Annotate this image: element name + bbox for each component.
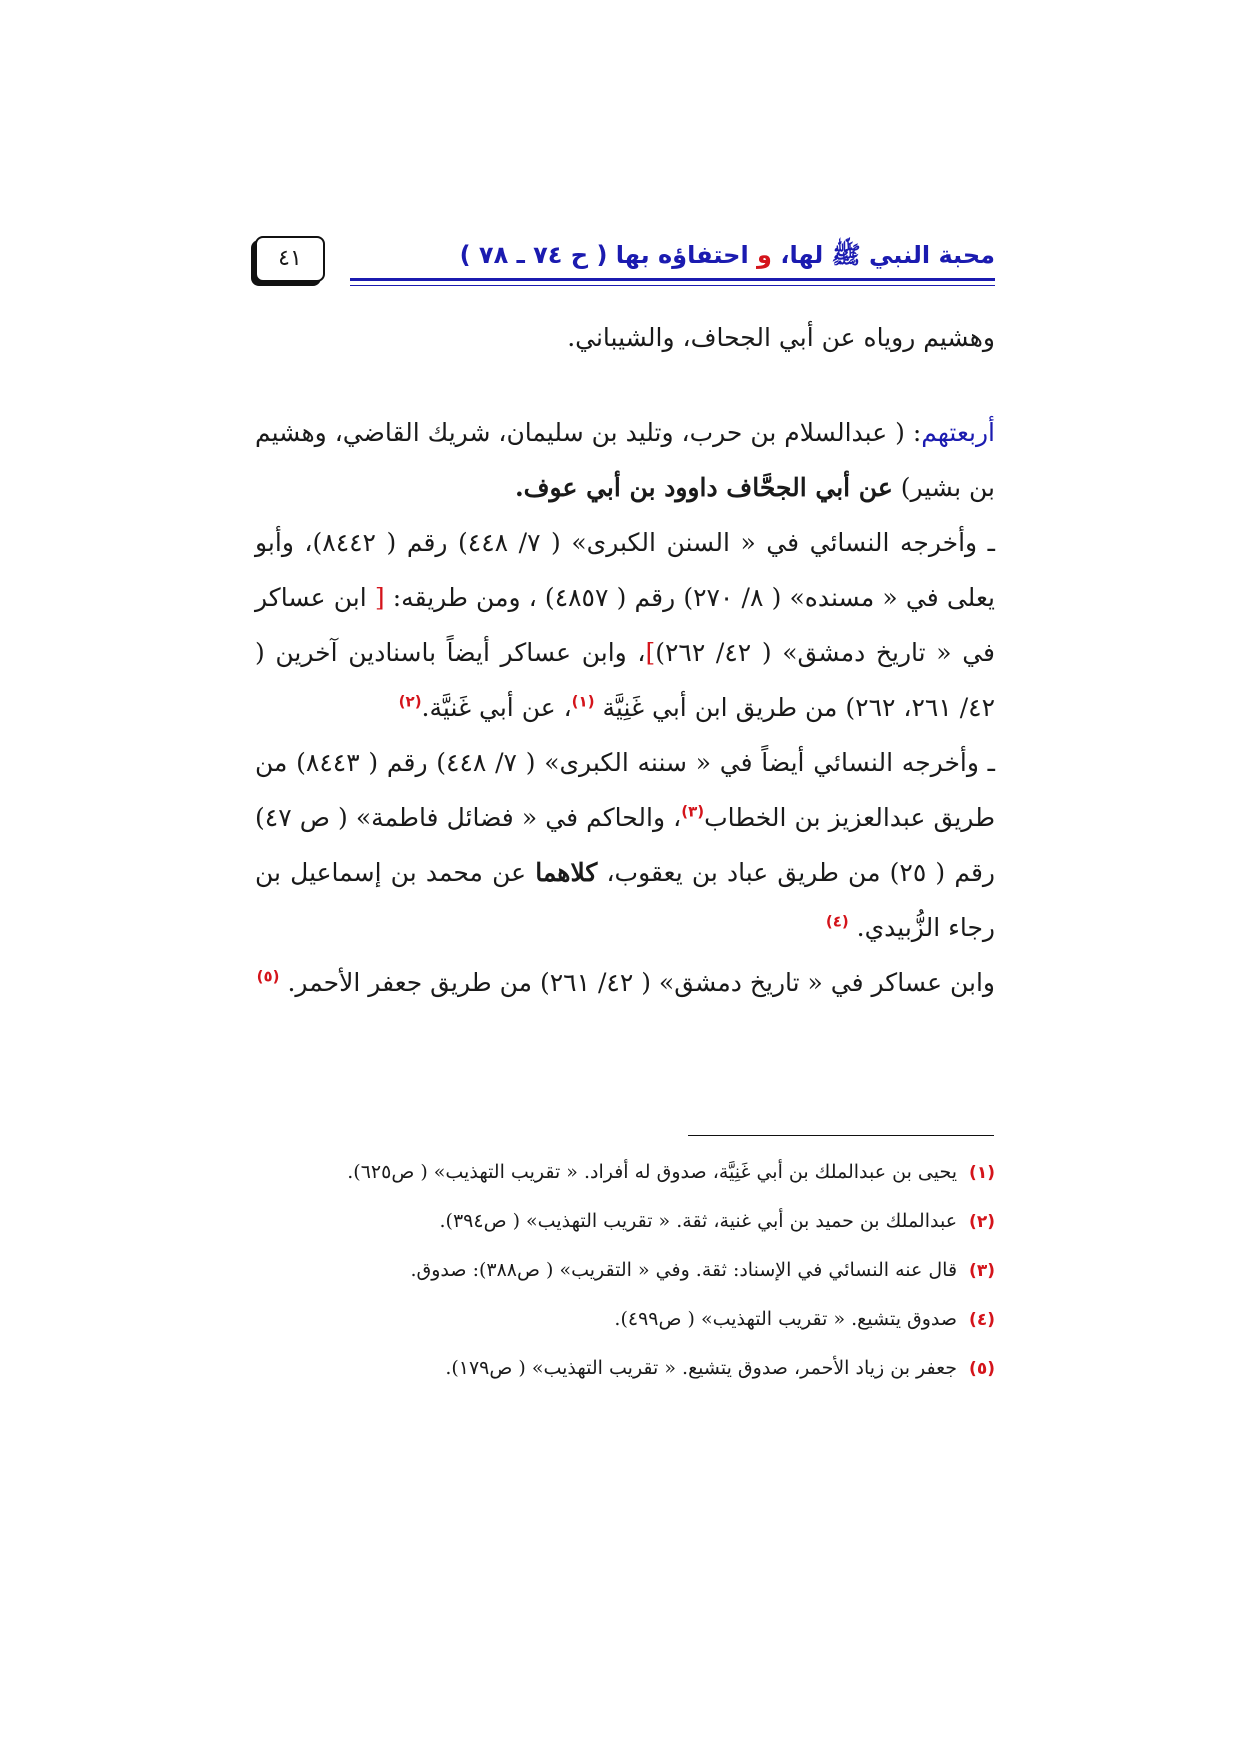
bracket-open: [ <box>374 583 385 612</box>
footnote-2 <box>255 1197 995 1246</box>
footnote-4 <box>255 1295 995 1344</box>
footnote-ref-3[interactable]: (٣) <box>681 802 705 821</box>
bracket-close: ] <box>645 638 656 667</box>
paragraph-5-a: وابن عساكر في « تاريخ دمشق» ( ٤٢/ ٢٦١) من طريق جعفر الأحمر. <box>279 968 995 997</box>
paragraph-3-d: ، عن أبي غَنيَّة. <box>421 693 572 722</box>
footnotes <box>255 1148 995 1393</box>
header-title-and: و <box>757 241 772 269</box>
page-number: ٤١ <box>255 236 325 282</box>
footnote-separator <box>688 1135 994 1136</box>
running-header <box>255 238 995 280</box>
paragraph-4 <box>255 735 995 955</box>
footnote-number: (٢) <box>969 1212 995 1232</box>
footnote-text: عبدالملك بن حميد بن أبي غنية، ثقة. « تقريب التهذيب» ( ص٣٩٤). <box>439 1210 958 1232</box>
paragraph-3-a: ـ وأخرجه النسائي في « السنن الكبرى» ( ٧/ ٤٤٨) رقم ( ٨٤٤٢)، وأبو يعلى في « مسنده» ( ٨/ ٢٧٠) رقم ( ٤٨٥٧) ، ومن طريقه: <box>255 528 995 612</box>
footnote-ref-1[interactable]: (١) <box>571 692 595 711</box>
footnote-5 <box>255 1344 995 1393</box>
footnote-number: (٤) <box>969 1310 995 1330</box>
footnote-number: (١) <box>969 1163 995 1183</box>
footnote-ref-2[interactable]: (٢) <box>398 692 422 711</box>
footnote-text: جعفر بن زياد الأحمر، صدوق يتشيع. « تقريب التهذيب» ( ص١٧٩). <box>445 1357 958 1379</box>
header-rule <box>350 278 995 281</box>
paragraph-3-c: ، وابن عساكر أيضاً باسنادين آخرين ( ٤٢/ ٢٦١، ٢٦٢) من طريق ابن أبي غَنِيَّة <box>255 638 995 722</box>
footnote-ref-4[interactable]: (٤) <box>825 912 849 931</box>
paragraph-5 <box>255 955 995 1010</box>
header-title-part2: احتفاؤه بها ( ح ٧٤ ـ ٧٨ ) <box>459 241 758 269</box>
header-title <box>460 238 995 272</box>
paragraph-2-bold: عن أبي الجحَّاف داوود بن أبي عوف. <box>514 473 893 502</box>
header-rule-thin <box>350 285 995 286</box>
paragraph-4-a: ـ وأخرجه النسائي أيضاً في « سننه الكبرى» ( ٧/ ٤٤٨) رقم ( ٨٤٤٣) من طريق عبدالعزيز بن الخطاب <box>255 748 995 832</box>
footnote-number: (٣) <box>969 1261 995 1281</box>
paragraph-3 <box>255 515 995 735</box>
paragraph-2 <box>255 405 995 515</box>
paragraph-4-b: ، والحاكم في « فضائل فاطمة» ( ص ٤٧) رقم ( ٢٥) من طريق عباد بن يعقوب، <box>255 803 996 887</box>
paragraph-2-label: أربعتهم <box>921 418 995 447</box>
paragraph-4-bold: كلاهما <box>535 858 598 887</box>
main-text <box>255 310 995 1010</box>
footnote-text: قال عنه النسائي في الإسناد: ثقة. وفي « التقريب» ( ص٣٨٨): صدوق. <box>410 1259 958 1281</box>
paragraph-4-c: عن محمد بن إسماعيل بن رجاء الزُّبيدي. <box>255 858 995 942</box>
footnote-ref-5[interactable]: (٥) <box>256 967 280 986</box>
paragraph-1: وهشيم روياه عن أبي الجحاف، والشيباني. <box>567 323 995 352</box>
footnote-number: (٥) <box>969 1359 995 1379</box>
footnote-1 <box>255 1148 995 1197</box>
footnote-3 <box>255 1246 995 1295</box>
paragraph-3-b: ابن عساكر في « تاريخ دمشق» ( ٤٢/ ٢٦٢) <box>255 583 995 667</box>
footnote-text: صدوق يتشيع. « تقريب التهذيب» ( ص٤٩٩). <box>614 1308 958 1330</box>
footnote-text: يحيى بن عبدالملك بن أبي غَنِيَّة، صدوق له أفراد. « تقريب التهذيب» ( ص٦٢٥). <box>347 1161 958 1183</box>
header-title-part1: محبة النبي ﷺ لها، <box>771 241 995 269</box>
paragraph-2-text: : ( عبدالسلام بن حرب، وتليد بن سليمان، شريك القاضي، وهشيم بن بشير) <box>255 418 995 502</box>
